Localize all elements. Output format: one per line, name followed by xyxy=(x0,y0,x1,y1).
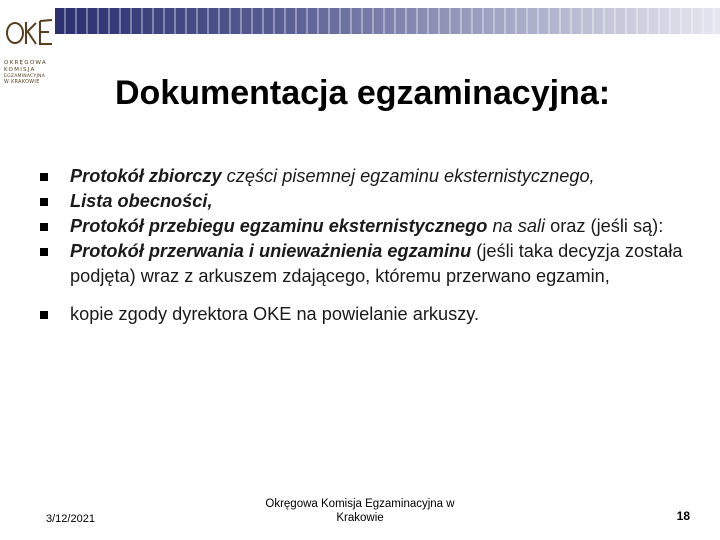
bullet-item xyxy=(40,189,690,214)
bullet-square-icon xyxy=(40,223,48,231)
footer-date: 3/12/2021 xyxy=(46,513,95,525)
bullet-text: kopie zgody dyrektora OKE na powielanie arkuszy. xyxy=(70,304,480,324)
bullet-bold-text: Lista obecności, xyxy=(70,191,213,211)
oke-logo xyxy=(2,14,58,94)
footer-organization-line: Krakowie xyxy=(336,512,384,524)
bullet-list xyxy=(40,164,690,327)
footer-organization-line: Okręgowa Komisja Egzaminacyjna w xyxy=(265,498,455,510)
bullet-bold-text: Protokół zbiorczy xyxy=(70,166,222,186)
bullet-bold-text: Protokół przebiegu egzaminu eksternistycznego xyxy=(70,216,488,236)
footer-organization xyxy=(245,497,475,525)
bullet-bold-text: Protokół przerwania i unieważnienia egzaminu xyxy=(70,241,472,261)
logo-caption-line: EGZAMINACYJNA xyxy=(4,73,46,79)
bullet-item xyxy=(40,164,690,189)
logo-caption-line: OKRĘGOWA xyxy=(4,60,47,66)
bullet-text: (jeśli taka decyzja została podjęta) wraz z arkuszem zdającego, któremu przerwano egzamin, xyxy=(70,241,683,286)
bullet-text: oraz (jeśli są): xyxy=(545,216,664,236)
oke-logo-mark xyxy=(2,14,58,48)
bullet-item xyxy=(40,214,690,239)
bullet-item xyxy=(40,302,690,327)
bullet-square-icon xyxy=(40,248,48,256)
bullet-italic-text: części pisemnej egzaminu eksternistycznego, xyxy=(221,166,595,186)
bullet-square-icon xyxy=(40,173,48,181)
bullet-square-icon xyxy=(40,198,48,206)
bullet-square-icon xyxy=(40,311,48,319)
bullet-italic-text: na sali xyxy=(487,216,546,236)
slide-title: Dokumentacja egzaminacyjna: xyxy=(115,74,611,112)
page-number: 18 xyxy=(676,509,690,523)
logo-caption-line: KOMISJA xyxy=(4,66,36,73)
oke-logo-caption xyxy=(4,60,58,87)
bullet-item xyxy=(40,239,690,289)
header-decor-bar xyxy=(55,8,720,34)
logo-caption-line: W KRAKOWIE xyxy=(4,80,40,86)
